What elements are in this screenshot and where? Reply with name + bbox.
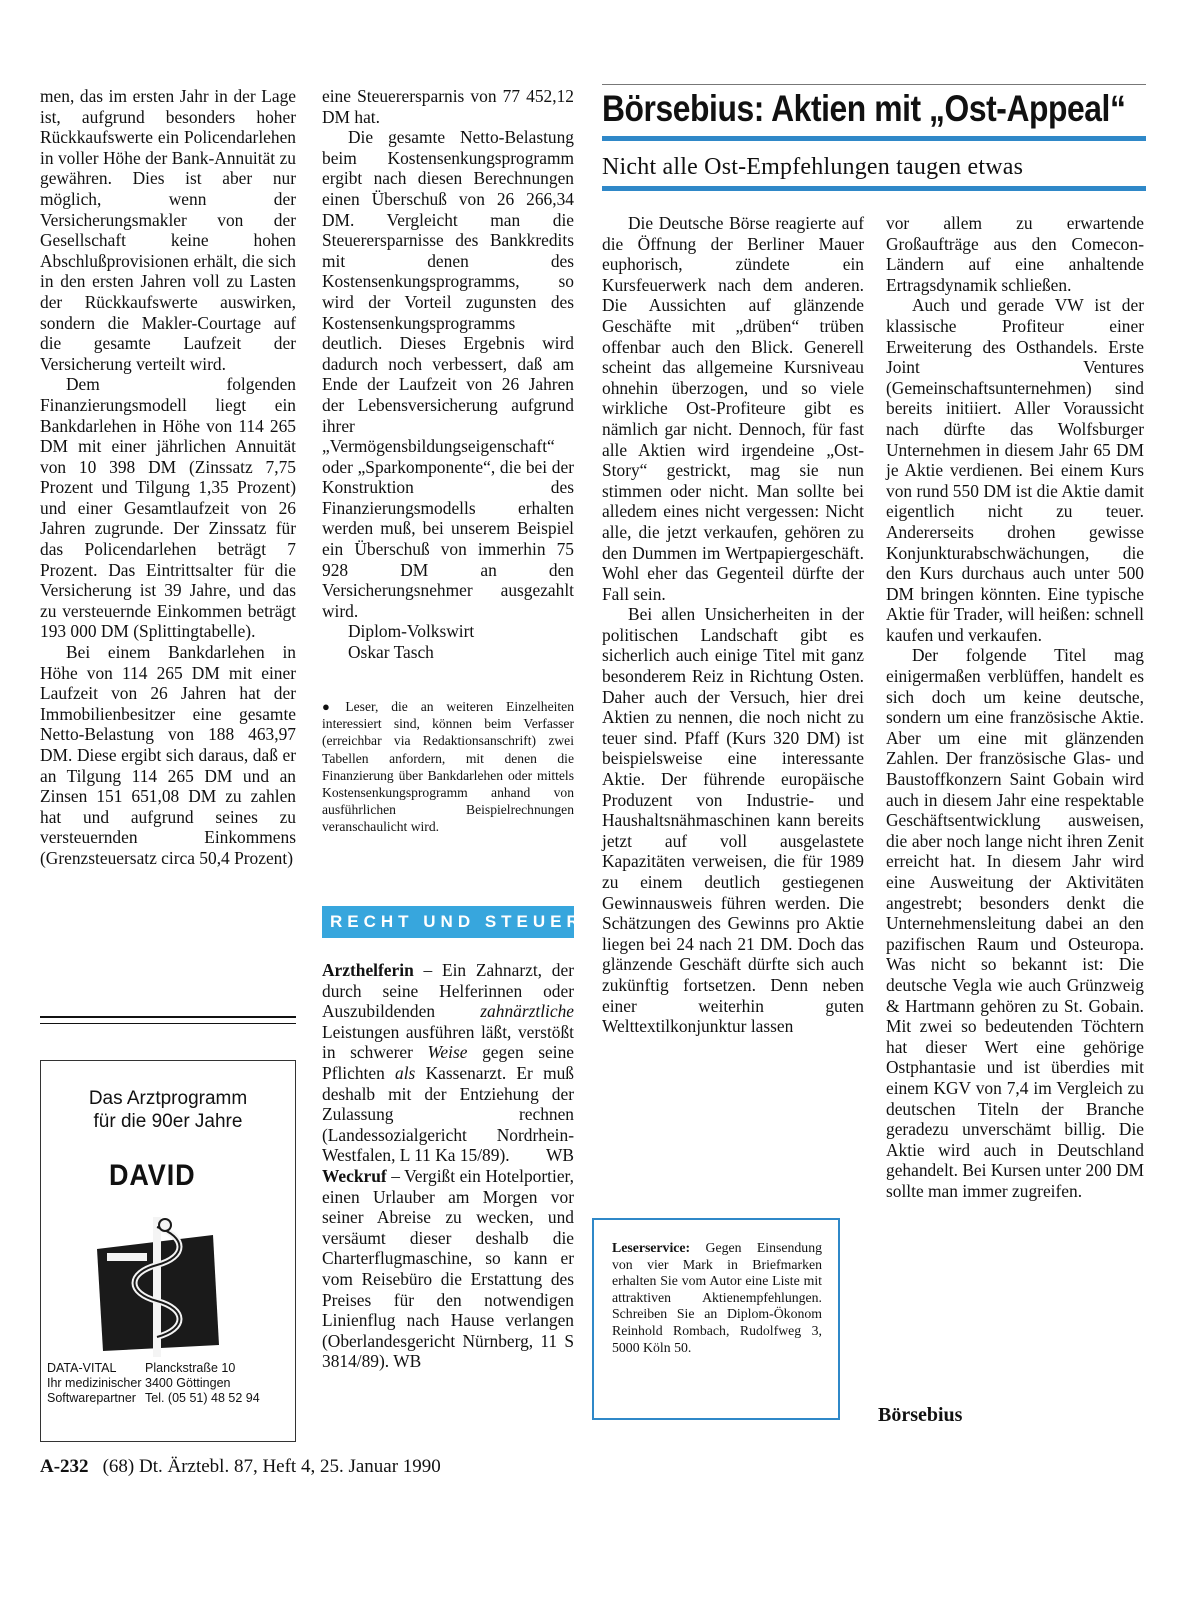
ad-logo: DAVID (109, 1159, 196, 1192)
article-subtitle: Nicht alle Ost-Empfehlungen taugen etwas (602, 154, 1024, 180)
brief-item (322, 960, 574, 1166)
ad-company-line: Ihr medizinischer (47, 1376, 142, 1390)
page-footer (40, 1456, 441, 1478)
bullet-icon: ● (322, 699, 340, 714)
ad-company-line: Softwarepartner (47, 1391, 136, 1405)
ad-company-line: DATA-VITAL (47, 1361, 117, 1375)
brief-keyword: Arzthelferin (322, 960, 414, 980)
brief-signature: WB (393, 1351, 422, 1372)
paragraph: Die Deutsche Börse reagierte auf die Öffnung der Berliner Mauer euphorisch, zündete ein Kursfeuerwerk nach dem anderen. Die Aussichten auf glänzende Geschäfte mit „drüben“ trüben offenbar auch den Blick. Generell scheint das allgemeine Kursniveau ohnehin überzogen, und so viele wirkliche Ost-Profiteure gibt es nämlich gar nicht. Dennoch, für fast alle Aktien wird irgendeine „Ost-Story“ gestrickt, mag sie nun stimmen oder nicht. Man sollte bei alledem eines nicht vergessen: Nicht alle, die jetzt verkaufen, gehören zu den Dummen im Wertpapiergeschäft. Wohl eher das Gegenteil dürfte der Fall sein. (602, 213, 864, 604)
author-line: Diplom-Volkswirt (348, 621, 475, 642)
section-banner: RECHT UND STEUER (322, 906, 574, 938)
brief-italic: zahnärztliche (480, 1001, 574, 1022)
leserservice-label: Leserservice: (612, 1240, 691, 1255)
column-divider-rule (40, 1023, 296, 1024)
paragraph: Dem folgenden Finanzierungsmodell liegt ein Bankdarlehen in Höhe von 114 265 DM mit einer jährlichen Annuität von 10 398 DM (Zinssatz 7,75 Prozent und Tilgung 1,35 Prozent) und einer Gesamtlaufzeit von 26 Jahren zugrunde. Der Zinssatz für das Policendarlehen beträgt 7 Prozent. Das Eintrittsalter für die Versicherung ist 39 Jahre, und das zu versteuernde Einkommen beträgt 193 000 DM (Splittingtabelle). (40, 374, 296, 642)
ad-address-line: Planckstraße 10 (145, 1361, 236, 1375)
leserservice-box (592, 1218, 840, 1420)
reader-notice (322, 698, 574, 836)
subtitle-accent-bar (602, 186, 1146, 191)
paragraph: Bei allen Unsicherheiten in der politischen Landschaft gibt es sicherlich auch einige Titel mit ganz besonderem Reiz in Richtung Osten. Daher auch der Versuch, hier drei Aktien zu nennen, die noch nicht zu teuer sind. Pfaff (Kurs 320 DM) ist beispielsweise eine interessante Aktie. Der führende europäische Produzent von Industrie- und Haushaltsnähmaschinen kann bereits jetzt auf voll ausgelastete Kapazitäten verweisen, die für 1989 zu einem deutlich gestiegenen Gewinnausweis führen werden. Die Schätzungen des Gewinns pro Aktie liegen bei 24 nach 21 DM. Doch das glänzende Geschäft dürfte sich auch zukünftig fortsetzen. Denn neben einer weiterhin guten Welttextilkonjunktur lassen (602, 604, 864, 1037)
ad-headline-line: Das Arztprogramm (88, 1088, 248, 1109)
ad-headline-line: für die 90er Jahre (93, 1111, 243, 1132)
reader-notice-text: Leser, die an weiteren Einzelheiten interessiert sind, können beim Verfasser (erreichbar via Redaktionsanschrift) zwei Tabellen anfordern, mit denen die Finanzierung über Bankdarlehen oder mittels Kostensenkungsprogramm anhand von ausführlichen Beispielrechnungen veranschaulicht wird. (322, 699, 574, 835)
citation: (68) Dt. Ärztebl. 87, Heft 4, 25. Januar 1990 (102, 1456, 441, 1477)
paragraph: Bei einem Bankdarlehen in Höhe von 114 265 DM mit einer Laufzeit von 26 Jahren hat der Immobilienbesitzer eine gesamte Netto-Belastung von 188 463,97 DM. Diese ergibt sich daraus, daß er an Tilgung 114 265 DM und an Zinsen 151 651,08 DM zu zahlen hat und aufgrund seines zu versteuernden Einkommens (Grenzsteuersatz circa 50,4 Prozent) (40, 642, 296, 868)
ad-company (47, 1361, 141, 1406)
page-number: A-232 (40, 1456, 89, 1477)
column-2 (322, 86, 574, 663)
article-title: Börsebius: Aktien mit „Ost-Appeal“ (602, 88, 1126, 129)
legal-briefs (322, 960, 574, 1372)
brief-italic: als (395, 1062, 416, 1083)
paragraph: men, das im ersten Jahr in der Lage ist, aufgrund besonders hoher Rückkaufswerte ein Policendarlehen in voller Höhe der Bank-Annuität zu gewähren. Dies ist aber nur möglich, wenn der Versicherungsmakler von der Gesellschaft keine hohen Abschlußprovisionen erhält, die sich in den ersten Jahren voll zu Lasten der Rückkaufswerte auswirken, sondern die Makler-Courtage auf die gesamte Laufzeit der Versicherung verteilt wird. (40, 86, 296, 374)
paragraph: Auch und gerade VW ist der klassische Profiteur einer Erweiterung des Osthandels. Erste Joint Ventures (Gemeinschaftsunternehmen) sind bereits initiiert. Aller Voraussicht nach dürfte das Wolfsburger Unternehmen in diesem Jahr 65 DM je Aktie verdienen. Bei einem Kurs von rund 550 DM ist die Aktie damit eigentlich nicht zu teuer. Andererseits drohen gewisse Konjunkturabschwächungen, die den Kurs durchaus auch unter 500 DM bringen könnten. Eine typische Aktie für Trader, will heißen: schnell kaufen und verkaufen. (886, 295, 1144, 645)
title-top-rule (602, 84, 1146, 85)
ad-address-line: Tel. (05 51) 48 52 94 (145, 1391, 260, 1405)
advertisement (40, 1060, 296, 1442)
article-signoff: Börsebius (878, 1404, 963, 1426)
paragraph: Der folgende Titel mag einigermaßen verblüffen, handelt es sich doch um keine deutsche, sondern um eine französische Aktie. Aber um eine mit glänzenden Zahlen. Der französische Glas- und Baustoffkonzern Saint Gobain wird auch in diesem Jahr eine respektable Geschäftsentwicklung ausweisen, die aber noch lange nicht ihren Zenit erreicht hat. In diesem Jahr wird eine Ausweitung der Aktivitäten angestrebt; besonders denkt die Unternehmensleitung dabei an den pazifischen Raum und Osteuropa. Was nicht so bekannt ist: Die deutsche Vegla wie auch Grünzweig & Hartmann gehören zu St. Gobain. Mit zwei so bedeutenden Töchtern hat dieser Wert eine gehörige Ostphantasie und ist überdies mit einem KGV von 7,4 im Vergleich zu deutschen Titeln der Branche geradezu unverschämt billig. Die Aktie wird auch in Deutschland gehandelt. Bei Kursen unter 200 DM sollte man immer zugreifen. (886, 645, 1144, 1201)
column-3 (602, 213, 864, 1037)
paragraph: Die gesamte Netto-Belastung beim Kostensenkungsprogramm ergibt nach diesen Berechnungen einen Überschuß von 26 266,34 DM. Vergleicht man die Steuerersparnisse des Bankkredits mit denen des Kostensenkungsprogramms, so wird der Vorteil zugunsten des Kostensenkungsprogramms deutlich. Dieses Ergebnis wird dadurch noch verbessert, daß am Ende der Laufzeit von 26 Jahren der Lebensversicherung aufgrund ihrer „Vermögensbildungseigenschaft“ oder „Sparkomponente“, die bei der Konstruktion des Finanzierungsmodells erhalten werden muß, bei unserem Beispiel ein Überschuß von immerhin 75 928 DM an den Versicherungsnehmer ausgezahlt wird. (322, 127, 574, 621)
brief-item (322, 1166, 574, 1372)
leserservice-text: Gegen Einsendung von vier Mark in Briefmarken erhalten Sie vom Autor eine Liste mit attraktiven Aktienempfehlungen. Schreiben Sie an Diplom-Ökonom Reinhold Rombach, Rudolfweg 3, 5000 Köln 50. (612, 1240, 822, 1355)
paragraph: vor allem zu erwartende Großaufträge aus den Comecon-Ländern auf eine anhaltende Ertragsdynamik schließen. (886, 213, 1144, 295)
brief-text: – Ein Zahnarzt, der durch seine Helferinnen oder Auszubildenden (322, 960, 574, 1022)
brief-text: – Vergißt ein Hotelportier, einen Urlauber am Morgen vor seiner Abreise zu wecken, und versäumt dieser deshalb die Charterflugmaschine, so kann er vom Reisebüro die Erstattung des Preises für den notwendigen Linienflug nach Hause verlangen (Oberlandesgericht Nürnberg, 11 S 3814/89). (322, 1165, 574, 1372)
author-line: Oskar Tasch (348, 642, 434, 663)
ad-address (145, 1361, 260, 1406)
caduceus-device-icon (95, 1217, 235, 1357)
title-accent-bar (602, 136, 1146, 141)
column-divider-rule (40, 1016, 296, 1018)
column-1 (40, 86, 296, 869)
ad-headline (41, 1087, 295, 1133)
brief-text: Kassenarzt. Er muß deshalb mit der Entziehung der Zulassung rechnen (Landessozialgericht Nordrhein-Westfalen, L 11 Ka 15/89). (322, 1062, 574, 1166)
brief-text: gegen seine Pflichten (322, 1042, 574, 1083)
brief-italic: Weise (427, 1042, 468, 1063)
brief-text: Leistungen ausführen läßt, verstößt in schwerer (322, 1021, 574, 1063)
brief-signature: WB (545, 1145, 574, 1166)
column-4 (886, 213, 1144, 1202)
paragraph: eine Steuerersparnis von 77 452,12 DM hat. (322, 86, 574, 127)
ad-address-line: 3400 Göttingen (145, 1376, 231, 1390)
brief-keyword: Weckruf (322, 1165, 387, 1186)
